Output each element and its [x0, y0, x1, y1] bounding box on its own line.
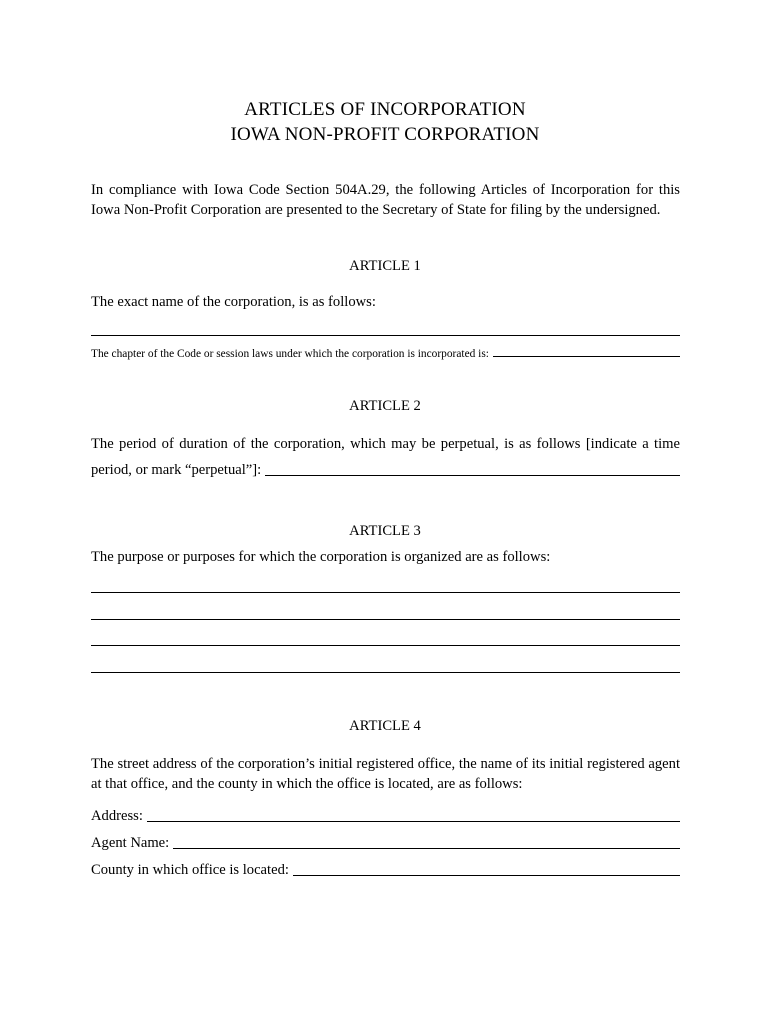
county-row: [91, 862, 680, 879]
duration-field[interactable]: [265, 474, 680, 476]
duration-row: [91, 462, 680, 479]
chapter-field[interactable]: [493, 355, 680, 357]
agent-name-field[interactable]: [173, 847, 680, 849]
duration-prompt: period, or mark “perpetual”]:: [91, 462, 262, 478]
duration-text-line1: The period of duration of the corporation, which may be perpetual, is as follows [indicate a time: [91, 436, 680, 452]
purpose-line-4[interactable]: [91, 672, 680, 673]
agent-name-label: Agent Name:: [91, 835, 170, 851]
chapter-prompt: The chapter of the Code or session laws under which the corporation is incorporated is:: [91, 348, 489, 360]
article-4-heading: ARTICLE 4: [349, 718, 421, 734]
county-label: County in which office is located:: [91, 862, 289, 878]
address-label: Address:: [91, 808, 143, 824]
corporation-name-prompt: The exact name of the corporation, is as follows:: [91, 294, 376, 310]
article-3-heading: ARTICLE 3: [349, 523, 421, 539]
purpose-line-1[interactable]: [91, 592, 680, 593]
article-2-heading: ARTICLE 2: [349, 398, 421, 414]
agent-name-row: [91, 835, 680, 852]
chapter-row: [91, 348, 680, 360]
intro-paragraph: In compliance with Iowa Code Section 504A.29, the following Articles of Incorporation for this Iowa Non-Profit Corporation are presented to the Secretary of State for filing by the undersigned.: [91, 182, 680, 218]
article-1-heading: ARTICLE 1: [349, 258, 421, 274]
purpose-line-3[interactable]: [91, 645, 680, 646]
document-title: ARTICLES OF INCORPORATION: [244, 99, 526, 120]
address-field[interactable]: [147, 820, 680, 822]
county-field[interactable]: [293, 874, 680, 876]
purpose-line-2[interactable]: [91, 619, 680, 620]
registered-office-text: The street address of the corporation’s initial registered office, the name of its initial registered agent at that office, and the county in which the office is located, are as follows:: [91, 756, 680, 792]
purpose-prompt: The purpose or purposes for which the corporation is organized are as follows:: [91, 549, 551, 565]
corporation-name-field[interactable]: [91, 335, 680, 336]
address-row: [91, 808, 680, 825]
document-subtitle: IOWA NON-PROFIT CORPORATION: [230, 124, 540, 145]
